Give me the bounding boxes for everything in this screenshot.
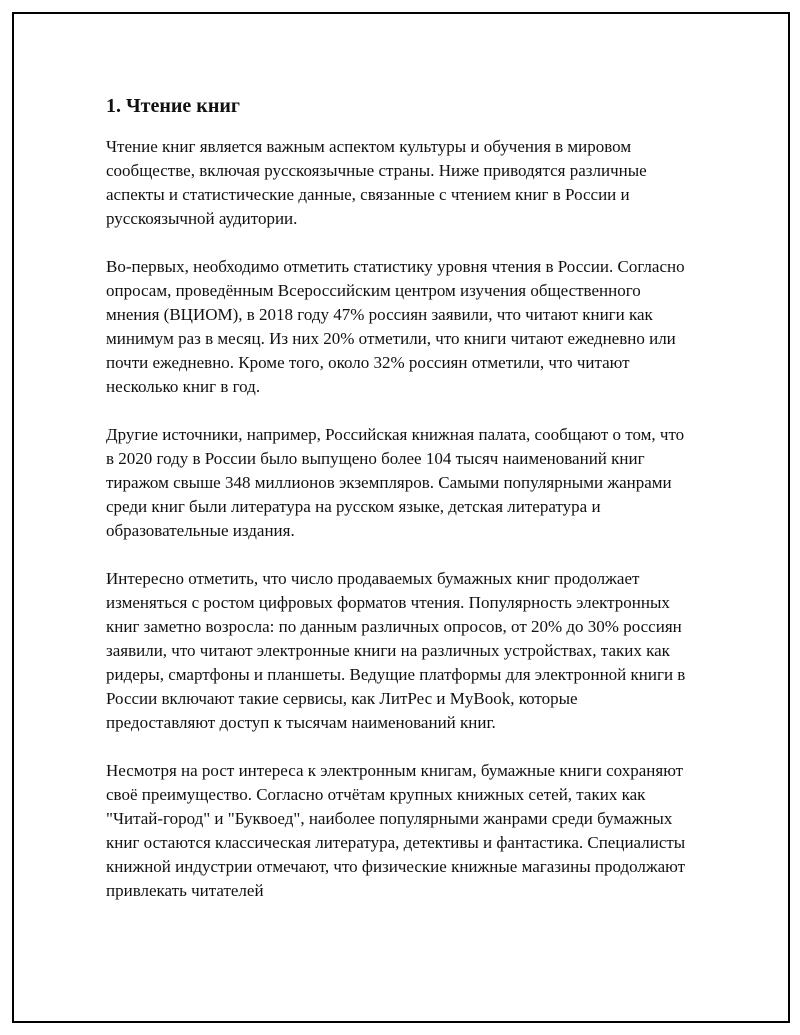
paragraph-intro: Чтение книг является важным аспектом культуры и обучения в мировом сообществе, включая русскоязычные страны. Ниже приводятся различные аспекты и статистические данные, связанные с чтением книг в России и русскоязычной аудитории. [106, 137, 647, 228]
document-body [106, 93, 686, 927]
section-heading: 1. Чтение книг [106, 95, 240, 117]
paragraph-ebooks: Интересно отметить, что число продаваемых бумажных книг продолжает изменяться с ростом цифровых форматов чтения. Популярность электронных книг заметно возросла: по данным различных опросов, от 20% до 30% россиян заявили, что читают электронные книги на различных устройствах, таких как ридеры, смартфоны и планшеты. Ведущие платформы для электронной книги в России включают такие сервисы, как ЛитРес и MyBook, которые предоставляют доступ к тысячам наименований книг. [106, 569, 686, 732]
paragraph-paper-books: Несмотря на рост интереса к электронным книгам, бумажные книги сохраняют своё преимущество. Согласно отчётам крупных книжных сетей, таких как "Читай-город" и "Буквоед", наиболее популярными жанрами среди бумажных книг остаются классическая литература, детективы и фантастика. Специалисты книжной индустрии отмечают, что физические книжные магазины продолжают привлекать читателей [106, 761, 686, 900]
paragraph-book-chamber: Другие источники, например, Российская книжная палата, сообщают о том, что в 2020 году в России было выпущено более 104 тысяч наименований книг тиражом свыше 348 миллионов экземпляров. Самыми популярными жанрами среди книг были литература на русском языке, детская литература и образовательные издания. [106, 425, 685, 540]
paragraph-reading-statistics: Во-первых, необходимо отметить статистику уровня чтения в России. Согласно опросам, проведённым Всероссийским центром изучения общественного мнения (ВЦИОМ), в 2018 году 47% россиян заявили, что читают книги как минимум раз в месяц. Из них 20% отметили, что книги читают ежедневно или почти ежедневно. Кроме того, около 32% россиян отметили, что читают несколько книг в год. [106, 257, 685, 396]
